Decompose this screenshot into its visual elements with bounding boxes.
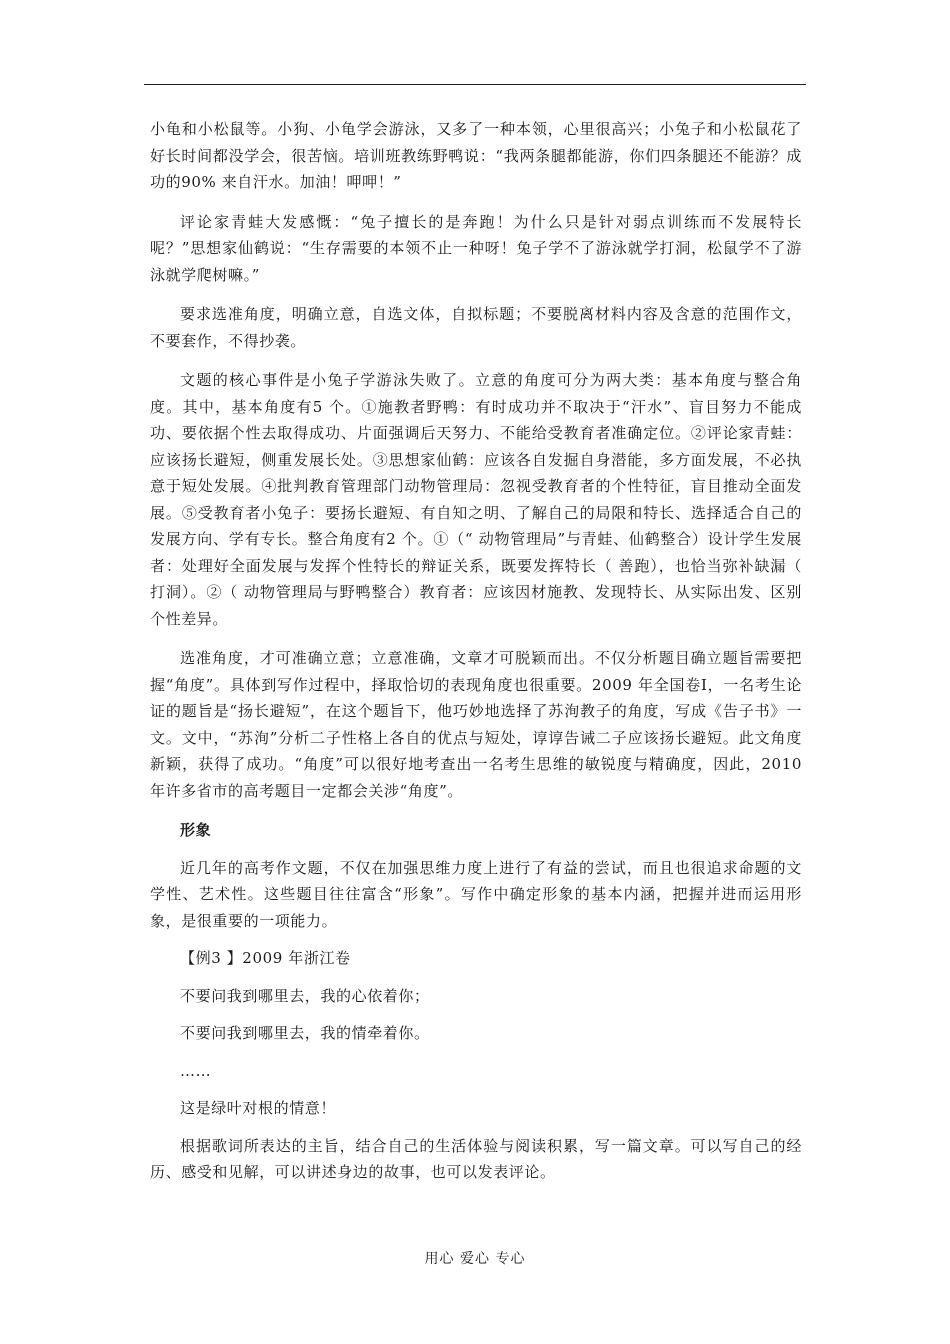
paragraph-analysis: 文题的核心事件是小兔子学游泳失败了。立意的角度可分为两大类：基本角度与整合角度。其中，基本角度有5 个。①施教者野鸭：有时成功并不取决于“汗水”、盲目努力不能成功、要依据个性去取得成功、片面强调后天努力、不能给受教育者准确定位。②评论家青蛙：应该扬长避短，侧重发展长处。③思想家仙鹤：应该各自发掘自身潜能，多方面发展，不必执意于短处发展。④批判教育管理部门动物管理局：忽视受教育者的个性特征，盲目推动全面发展。⑤受教育者小兔子：要扬长避短、有自知之明、了解自己的局限和特长、选择适合自己的发展方向、学有专长。整合角度有2 个。①（“ 动物管理局”与青蛙、仙鹤整合）设计学生发展者：处理好全面发展与发挥个性特长的辩证关系，既要发挥特长（ 善跑），也恰当弥补缺漏（ 打洞）。②（ 动物管理局与野鸭整合）教育者：应该因材施教、发现特长、从实际出发、区别个性差异。 (150, 371, 802, 628)
header-rule (144, 84, 806, 85)
document-body (150, 116, 802, 1186)
lyric-ellipsis: …… (180, 1061, 212, 1080)
paragraph-requirements: 要求选准角度，明确立意，自选文体，自拟标题；不要脱离材料内容及含意的范围作文，不要套作，不得抄袭。 (150, 305, 802, 350)
example-label: 【例3 】2009 年浙江卷 (180, 949, 351, 967)
lyric-line-3: 这是绿叶对根的情意！ (180, 1099, 337, 1117)
section-heading: 形象 (180, 821, 212, 839)
paragraph-commentary: 评论家青蛙大发感慨：“兔子擅长的是奔跑！为什么只是针对弱点训练而不发展特长呢？”思想家仙鹤说：“生存需要的本领不止一种呀！兔子学不了游泳就学打洞，松鼠学不了游泳就学爬树嘛。” (150, 212, 802, 284)
lyric-line-2: 不要问我到哪里去，我的情牵着你。 (180, 1024, 430, 1042)
lyric-line-1: 不要问我到哪里去，我的心依着你； (180, 986, 430, 1005)
page-footer: 用心 爱心 专心 (424, 1251, 526, 1267)
paragraph-image-intro: 近几年的高考作文题，不仅在加强思维力度上进行了有益的尝试，而且也很追求命题的文学性、艺术性。这些题目往往富含“形象”。写作中确定形象的基本内涵，把握并进而运用形象，是很重要的一项能力。 (150, 858, 802, 930)
paragraph-story-continuation: 小龟和小松鼠等。小狗、小龟学会游泳，又多了一种本领，心里很高兴；小兔子和小松鼠花了好长时间都没学会，很苦恼。培训班教练野鸭说：“我两条腿都能游，你们四条腿还不能游？成功的90% 来自汗水。加油！呷呷！” (150, 120, 802, 191)
paragraph-angle-summary: 选准角度，才可准确立意；立意准确，文章才可脱颖而出。不仅分析题目确立题旨需要把握“角度”。具体到写作过程中，择取恰切的表现角度也很重要。2009 年全国卷Ⅰ，一名考生论证的题旨是“扬长避短”，在这个题旨下，他巧妙地选择了苏洵教子的角度，写成《告子书》一文。文中，“苏洵”分析二子性格上各自的优点与短处，谆谆告诫二子应该扬长避短。此文角度新颖，获得了成功。“角度”可以很好地考查出一名考生思维的敏锐度与精确度，因此，2010 年许多省市的高考题目一定都会关涉“角度”。 (150, 649, 802, 800)
paragraph-writing-task: 根据歌词所表达的主旨，结合自己的生活体验与阅读积累，写一篇文章。可以写自己的经历、感受和见解，可以讲述身边的故事，也可以发表评论。 (150, 1136, 802, 1181)
